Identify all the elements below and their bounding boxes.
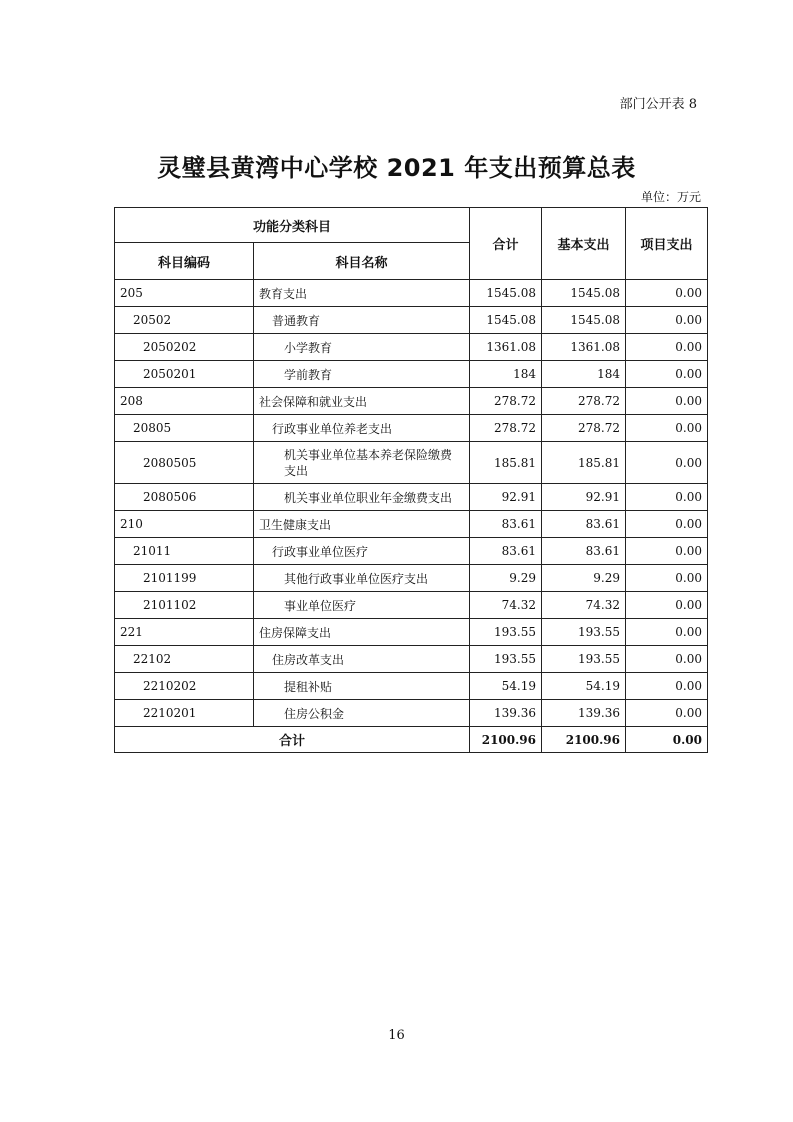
basic-cell: 54.19 xyxy=(542,673,626,700)
code-cell: 21011 xyxy=(115,538,254,565)
total-cell: 83.61 xyxy=(470,538,542,565)
basic-cell: 9.29 xyxy=(542,565,626,592)
total-cell: 193.55 xyxy=(470,619,542,646)
code-cell: 20502 xyxy=(115,307,254,334)
basic-cell: 83.61 xyxy=(542,511,626,538)
project-cell: 0.00 xyxy=(626,700,708,727)
table-row xyxy=(115,673,708,700)
header-category: 功能分类科目 xyxy=(115,208,470,243)
page-title: 灵璧县黄湾中心学校 2021 年支出预算总表 xyxy=(157,154,636,182)
header-basic: 基本支出 xyxy=(542,208,626,280)
total-cell: 9.29 xyxy=(470,565,542,592)
code-cell: 2080506 xyxy=(115,484,254,511)
code-cell: 2101102 xyxy=(115,592,254,619)
project-cell: 0.00 xyxy=(626,307,708,334)
header-code: 科目编码 xyxy=(115,243,254,280)
table-row xyxy=(115,307,708,334)
name-cell: 教育支出 xyxy=(254,280,470,307)
project-cell: 0.00 xyxy=(626,673,708,700)
total-cell: 83.61 xyxy=(470,511,542,538)
table-row xyxy=(115,442,708,484)
name-cell: 住房保障支出 xyxy=(254,619,470,646)
name-cell: 行政事业单位医疗 xyxy=(254,538,470,565)
total-row xyxy=(115,727,708,753)
project-cell: 0.00 xyxy=(626,619,708,646)
total-cell: 193.55 xyxy=(470,646,542,673)
name-cell: 行政事业单位养老支出 xyxy=(254,415,470,442)
code-cell: 2210202 xyxy=(115,673,254,700)
basic-cell: 74.32 xyxy=(542,592,626,619)
total-cell: 184 xyxy=(470,361,542,388)
document-label: 部门公开表 8 xyxy=(619,97,697,112)
basic-cell: 92.91 xyxy=(542,484,626,511)
basic-cell: 1361.08 xyxy=(542,334,626,361)
header-project: 项目支出 xyxy=(626,208,708,280)
table-row xyxy=(115,388,708,415)
total-cell: 92.91 xyxy=(470,484,542,511)
project-cell: 0.00 xyxy=(626,592,708,619)
basic-cell: 184 xyxy=(542,361,626,388)
basic-cell: 1545.08 xyxy=(542,280,626,307)
basic-cell: 278.72 xyxy=(542,388,626,415)
total-cell: 1361.08 xyxy=(470,334,542,361)
name-cell: 机关事业单位基本养老保险缴费支出 xyxy=(254,442,470,484)
code-cell: 210 xyxy=(115,511,254,538)
table-row xyxy=(115,361,708,388)
name-cell: 学前教育 xyxy=(254,361,470,388)
grand-basic-cell: 2100.96 xyxy=(542,727,626,753)
unit-label: 单位：万元 xyxy=(640,190,701,204)
total-cell: 185.81 xyxy=(470,442,542,484)
total-label: 合计 xyxy=(115,727,470,753)
project-cell: 0.00 xyxy=(626,334,708,361)
project-cell: 0.00 xyxy=(626,361,708,388)
project-cell: 0.00 xyxy=(626,538,708,565)
code-cell: 2080505 xyxy=(115,442,254,484)
total-cell: 278.72 xyxy=(470,415,542,442)
project-cell: 0.00 xyxy=(626,484,708,511)
total-cell: 54.19 xyxy=(470,673,542,700)
project-cell: 0.00 xyxy=(626,442,708,484)
table-row xyxy=(115,565,708,592)
name-cell: 普通教育 xyxy=(254,307,470,334)
name-cell: 住房改革支出 xyxy=(254,646,470,673)
total-cell: 139.36 xyxy=(470,700,542,727)
code-cell: 221 xyxy=(115,619,254,646)
name-cell: 小学教育 xyxy=(254,334,470,361)
code-cell: 2101199 xyxy=(115,565,254,592)
table-row xyxy=(115,619,708,646)
table-row xyxy=(115,334,708,361)
project-cell: 0.00 xyxy=(626,511,708,538)
code-cell: 205 xyxy=(115,280,254,307)
table-row xyxy=(115,511,708,538)
total-cell: 1545.08 xyxy=(470,280,542,307)
basic-cell: 278.72 xyxy=(542,415,626,442)
name-cell: 提租补贴 xyxy=(254,673,470,700)
table-row xyxy=(115,484,708,511)
page-number: 16 xyxy=(388,1028,405,1043)
basic-cell: 1545.08 xyxy=(542,307,626,334)
table-row xyxy=(115,592,708,619)
project-cell: 0.00 xyxy=(626,280,708,307)
table-row xyxy=(115,538,708,565)
table-row xyxy=(115,646,708,673)
basic-cell: 193.55 xyxy=(542,619,626,646)
project-cell: 0.00 xyxy=(626,646,708,673)
name-cell: 事业单位医疗 xyxy=(254,592,470,619)
name-cell: 社会保障和就业支出 xyxy=(254,388,470,415)
basic-cell: 185.81 xyxy=(542,442,626,484)
code-cell: 22102 xyxy=(115,646,254,673)
table-row xyxy=(115,280,708,307)
project-cell: 0.00 xyxy=(626,388,708,415)
total-cell: 1545.08 xyxy=(470,307,542,334)
total-cell: 278.72 xyxy=(470,388,542,415)
header-name: 科目名称 xyxy=(254,243,470,280)
header-total: 合计 xyxy=(470,208,542,280)
total-cell: 74.32 xyxy=(470,592,542,619)
code-cell: 208 xyxy=(115,388,254,415)
name-cell: 住房公积金 xyxy=(254,700,470,727)
code-cell: 2050201 xyxy=(115,361,254,388)
code-cell: 20805 xyxy=(115,415,254,442)
code-cell: 2050202 xyxy=(115,334,254,361)
basic-cell: 193.55 xyxy=(542,646,626,673)
project-cell: 0.00 xyxy=(626,565,708,592)
name-cell: 卫生健康支出 xyxy=(254,511,470,538)
project-cell: 0.00 xyxy=(626,415,708,442)
basic-cell: 139.36 xyxy=(542,700,626,727)
grand-project-cell: 0.00 xyxy=(626,727,708,753)
grand-total-cell: 2100.96 xyxy=(470,727,542,753)
name-cell: 机关事业单位职业年金缴费支出 xyxy=(254,484,470,511)
table-row xyxy=(115,700,708,727)
basic-cell: 83.61 xyxy=(542,538,626,565)
budget-table xyxy=(114,207,708,753)
name-cell: 其他行政事业单位医疗支出 xyxy=(254,565,470,592)
code-cell: 2210201 xyxy=(115,700,254,727)
table-row xyxy=(115,415,708,442)
